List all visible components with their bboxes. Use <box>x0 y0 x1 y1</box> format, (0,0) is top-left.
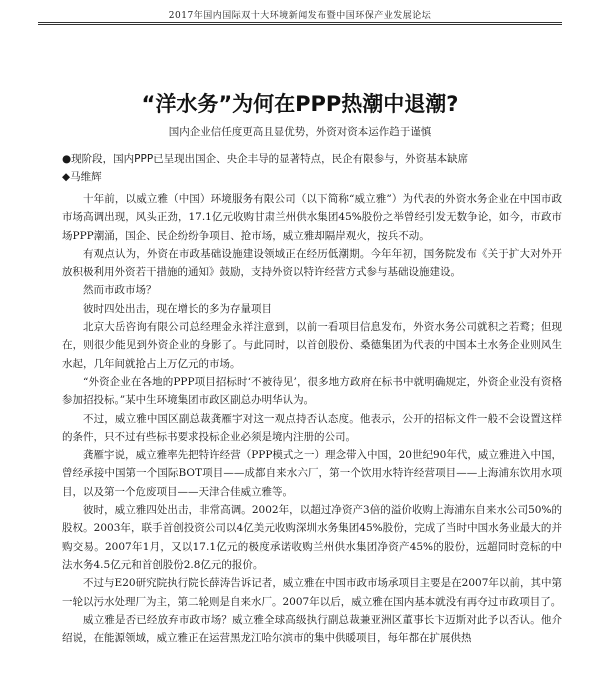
paragraph: 有观点认为，外资在市政基础设施建设领域正在经历低潮期。今年年初，国务院发布《关于扩大对外开放积极利用外资若干措施的通知》鼓励，支持外资以特许经营方式参与基础设施建设。 <box>62 247 562 279</box>
paragraph: “外资企业在各地的PPP项目招标时‘不被待见’，很多地方政府在标书中就明确规定，外资企业没有资格参加招投标。”某中生环境集团市政区副总办明华认为。 <box>62 375 562 407</box>
article-title: “洋水务”为何在PPP热潮中退潮? <box>141 92 459 116</box>
paragraph: 不过与E20研究院执行院长薛涛告诉记者，威立雅在中国市政市场承项目主要是在2007年以前，其中第一轮以污水处理厂为主，第二轮则是自来水厂。2007年以后，威立雅在国内基本就没有再夺过市政项目了。 <box>62 577 562 608</box>
paragraph: 然而市政市场？ <box>83 284 157 297</box>
paragraph: 不过，威立雅中国区副总裁龚雁宇对这一观点持否认态度。他表示，公开的招标文件一般不会设置这样的条件，只不过有些标书要求投标企业必须是境内注册的公司。 <box>62 412 562 443</box>
paragraph: 北京大岳咨询有限公司总经理金永祥注意到，以前一看项目信息发布，外资水务公司就积之若鹜；但现在，则很少能见到外资企业的身影了。与此同时，以首创股份、桑德集团为代表的中国本土水务企业则风生水起，几年间就抢占上万亿元的市场。 <box>62 321 562 370</box>
header-rule <box>38 22 562 25</box>
article-body <box>62 190 562 647</box>
paragraph: 威立雅是否已经放弃市政市场？威立雅全球高级执行副总裁兼亚洲区董事长卞迈斯对此予以否认。他介绍说，在能源领域，威立雅正在运营黑龙江哈尔滨市的集中供暖项目，每年都在扩展供热 <box>62 613 562 645</box>
article-subtitle: 国内企业信任度更高且显优势，外资对资本运作趋于谨慎 <box>168 126 432 138</box>
paragraph: 十年前，以威立雅（中国）环境服务有限公司（以下简称“威立雅”）为代表的外资水务企业在中国市政市场高调出现，风头正劲，17.1亿元收购甘肃兰州供水集团45%股份之举曾经引发无数争论，如今，市政市场PPP潮涌，国企、民企纷纷争项目、抢市场，威立雅却隔岸观火，按兵不动。 <box>62 193 562 242</box>
lead-summary: ●现阶段，国内PPP已呈现出国企、央企丰导的显著特点，民企有限参与，外资基本缺席 <box>62 153 469 165</box>
paragraph: 彼时，威立雅四处出击，非常高调。2002年，以超过净资产3倍的溢价收购上海浦东自来水公司50%的股权。2003年，联手首创投资公司以4亿美元收购深圳水务集团45%股份，完成了当时中国水务业最大的并购交易。2007年1月，又以17.1亿元的极度承诺收购兰州供水集团净资产45%的股份，远超同时竞标的中法水务4.5亿元和首创股份2.8亿元的报价。 <box>62 504 562 571</box>
running-header: 2017年国内国际双十大环境新闻发布暨中国环保产业发展论坛 <box>168 11 432 21</box>
author-byline: ◆马维辉 <box>62 171 102 183</box>
section-heading: 彼时四处出击，现在增长的多为存量项目 <box>83 302 272 315</box>
paragraph: 龚雁宇说，威立雅率先把特许经营（PPP模式之一）理念带入中国，20世纪90年代，威立雅进入中国，曾经承接中国第一个国际BOT项目——成都自来水六厂，第一个饮用水特许经营项目——上海浦东饮用水项目，以及第一个危废项目——天津合佳威立雅等。 <box>62 449 562 498</box>
